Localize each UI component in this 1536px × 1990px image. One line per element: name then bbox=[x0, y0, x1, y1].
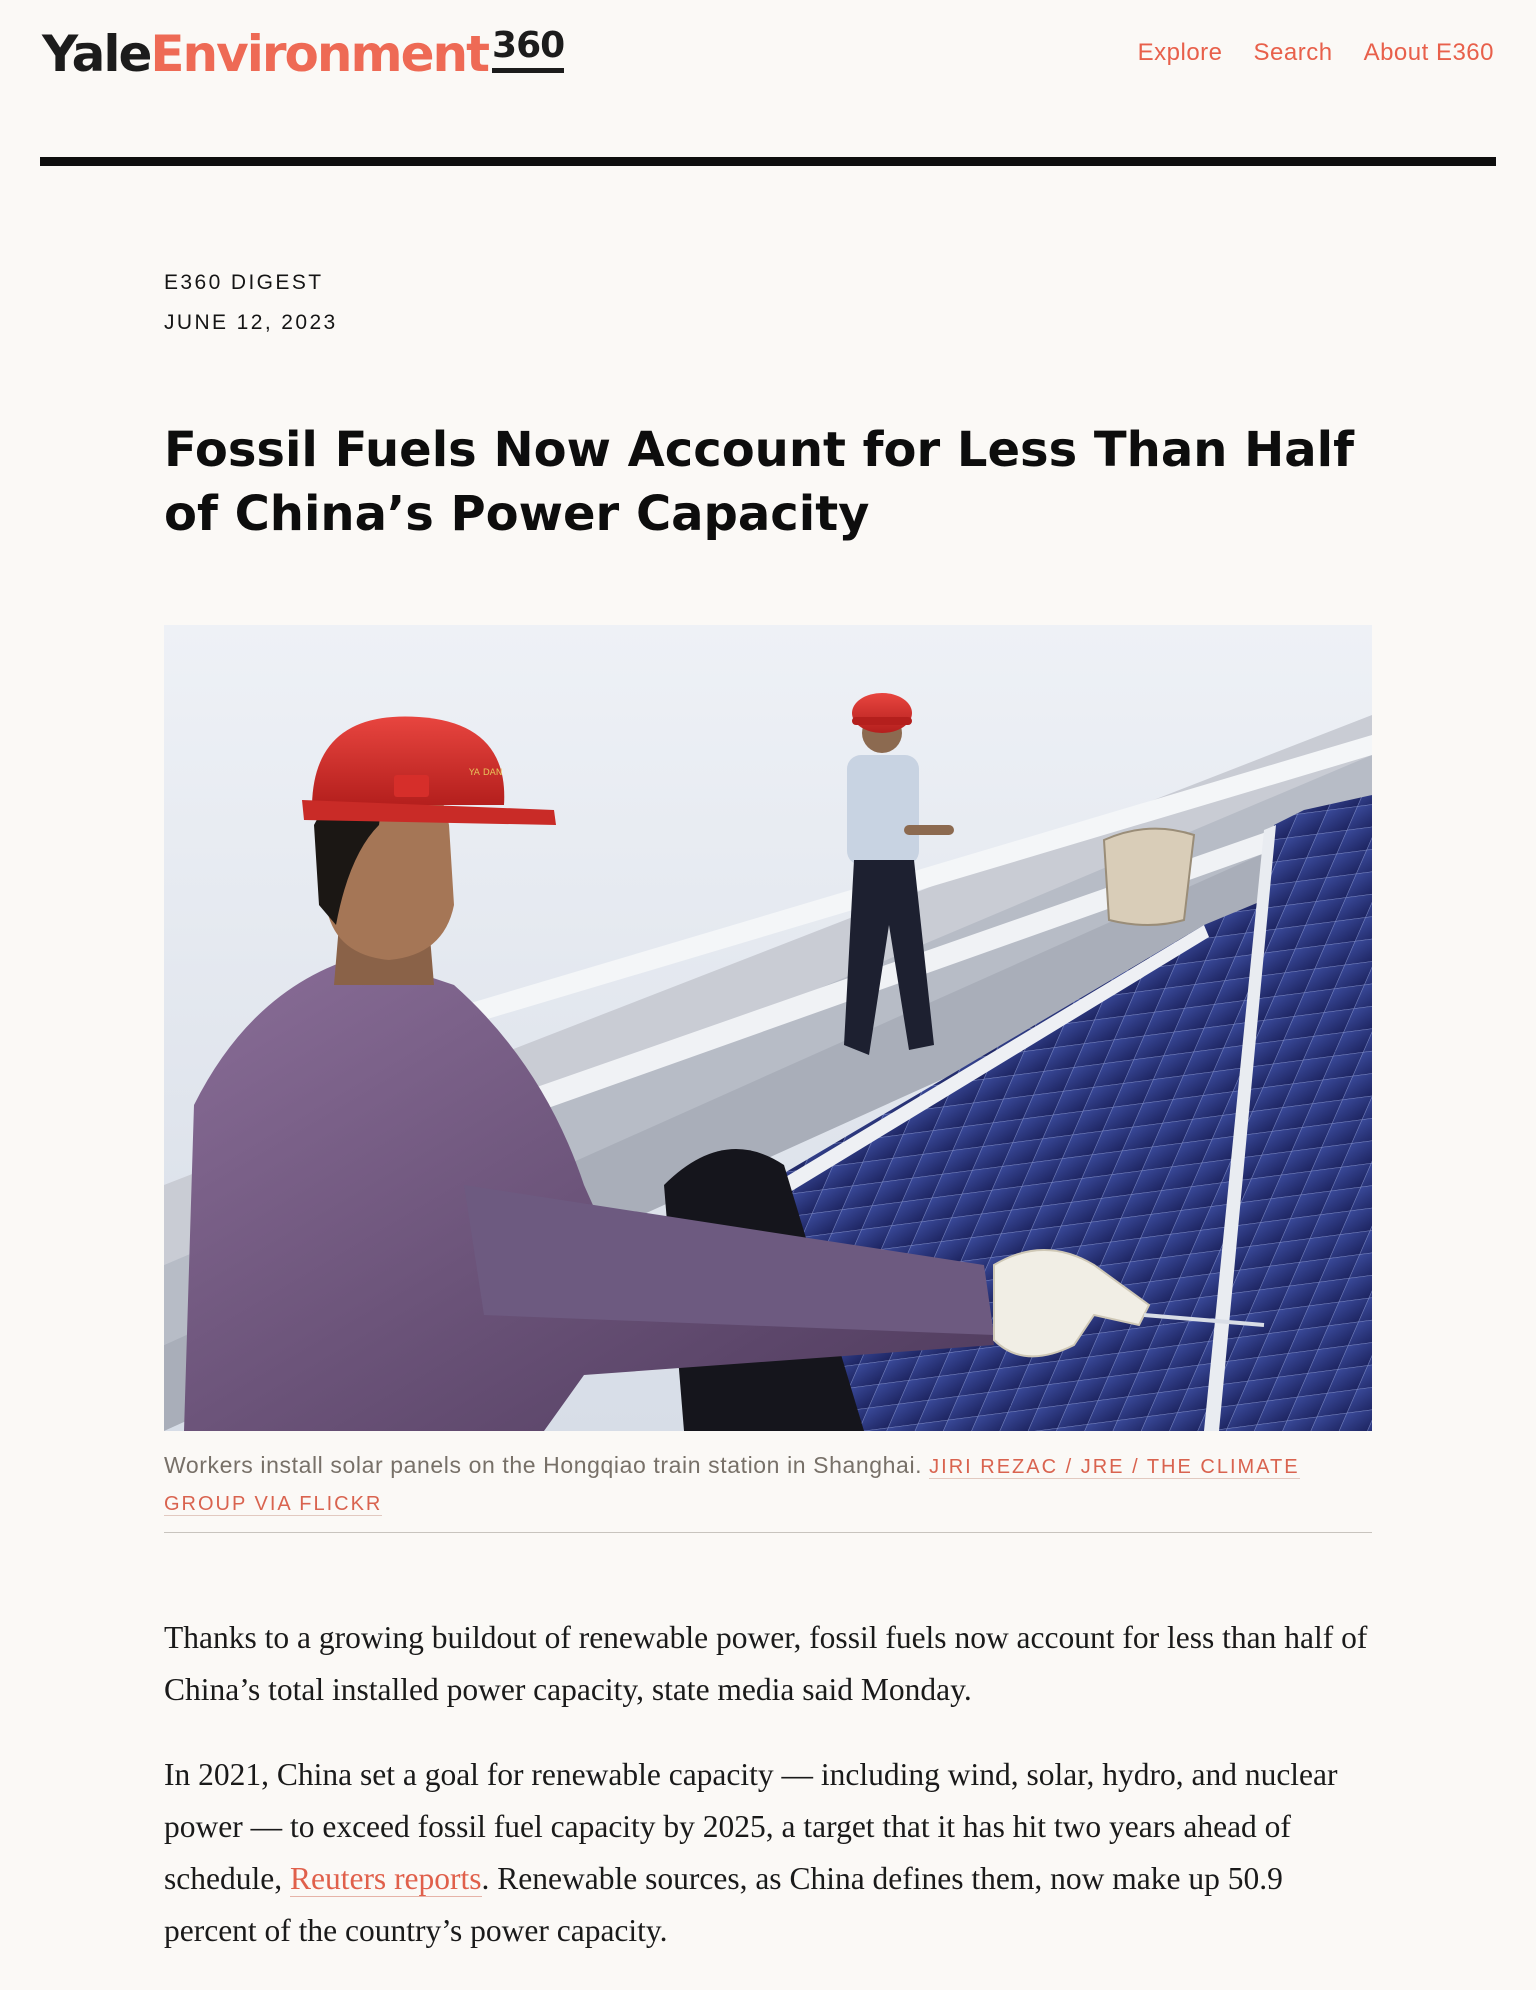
solar-workers-photo bbox=[164, 625, 1372, 1431]
logo-environment: Environment bbox=[150, 25, 489, 83]
photo-caption bbox=[164, 1448, 1304, 1522]
helmet-logo-text: YA DAN bbox=[469, 768, 503, 778]
paragraph-2-before: In 2021, China set a goal for renewable capacity — including wind, solar, hydro, and nuclear power — to exceed fossil fuel capacity by 2025, a target that it has hit two years ahead of schedule, bbox=[164, 1757, 1338, 1896]
paragraph-2-after: . Renewable sources, as China defines them, now make up 50.9 percent of the country’s power capacity. bbox=[164, 1861, 1283, 1948]
caption-divider bbox=[164, 1532, 1372, 1533]
reuters-link[interactable]: Reuters reports bbox=[289, 1861, 482, 1896]
header-divider bbox=[40, 157, 1496, 166]
article-headline: Fossil Fuels Now Account for Less Than Half of China’s Power Capacity bbox=[164, 422, 1354, 542]
logo-360: 360 bbox=[492, 26, 564, 73]
article-date: JUNE 12, 2023 bbox=[164, 311, 338, 334]
site-header bbox=[0, 0, 1536, 160]
main-nav bbox=[1138, 36, 1494, 70]
site-logo[interactable] bbox=[42, 24, 564, 84]
article-body bbox=[164, 1612, 1374, 1990]
nav-about[interactable]: About E360 bbox=[1363, 39, 1494, 66]
article-paragraph-1: Thanks to a growing buildout of renewable power, fossil fuels now account for less than half of China’s total installed power capacity, state media said Monday. bbox=[164, 1620, 1368, 1707]
article-kicker[interactable]: E360 DIGEST bbox=[164, 271, 324, 294]
caption-text: Workers install solar panels on the Hongqiao train station in Shanghai. bbox=[164, 1452, 923, 1478]
nav-search[interactable]: Search bbox=[1253, 39, 1333, 66]
article-paragraph-2 bbox=[164, 1749, 1374, 1957]
article-photo bbox=[164, 625, 1372, 1431]
photo-credit-link[interactable]: JIRI REZAC / JRE / THE CLIMATE GROUP VIA FLICKR bbox=[164, 1456, 1300, 1515]
logo-yale: Yale bbox=[42, 25, 151, 83]
nav-explore[interactable]: Explore bbox=[1137, 39, 1223, 66]
